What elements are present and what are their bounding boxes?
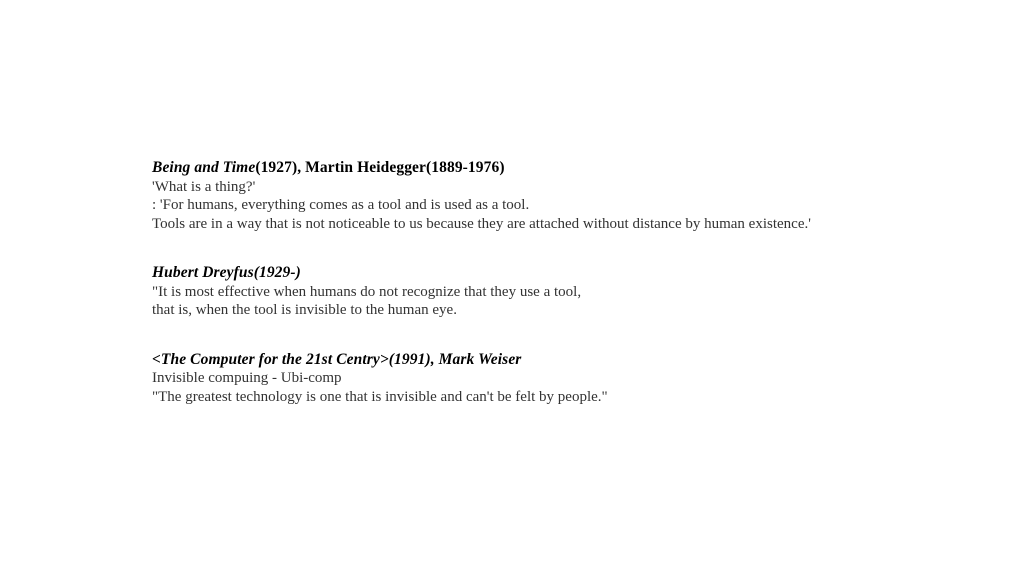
quote-line: Invisible compuing - Ubi-comp [152, 370, 342, 386]
work-title-being-and-time: Being and Time [152, 159, 256, 176]
quote-line: : 'For humans, everything comes as a tool and is used as a tool. [152, 197, 530, 213]
quote-line: that is, when the tool is invisible to the human eye. [152, 302, 457, 318]
quote-section-heidegger [152, 159, 994, 233]
section-heading-heidegger [152, 159, 994, 178]
section-heading-dreyfus [152, 264, 994, 283]
quote-line: 'What is a thing?' [152, 178, 256, 195]
section-heading-weiser [152, 351, 994, 370]
quote-section-dreyfus [152, 264, 994, 320]
author-name-dreyfus: Hubert Dreyfus(1929-) [152, 264, 301, 281]
quote-line: "It is most effective when humans do not recognize that they use a tool, [152, 283, 582, 300]
slide-content [152, 159, 994, 406]
work-title-author-heidegger: (1927), Martin Heidegger(1889-1976) [255, 159, 505, 176]
quote-line: Tools are in a way that is not noticeable to us because they are attached without distance by human existence.' [152, 215, 811, 232]
work-title-computer-21st-century: <The Computer for the 21st Centry>(1991), Mark Weiser [152, 350, 522, 368]
quote-section-weiser [152, 351, 994, 407]
quote-line: "The greatest technology is one that is invisible and can't be felt by people." [152, 388, 608, 405]
